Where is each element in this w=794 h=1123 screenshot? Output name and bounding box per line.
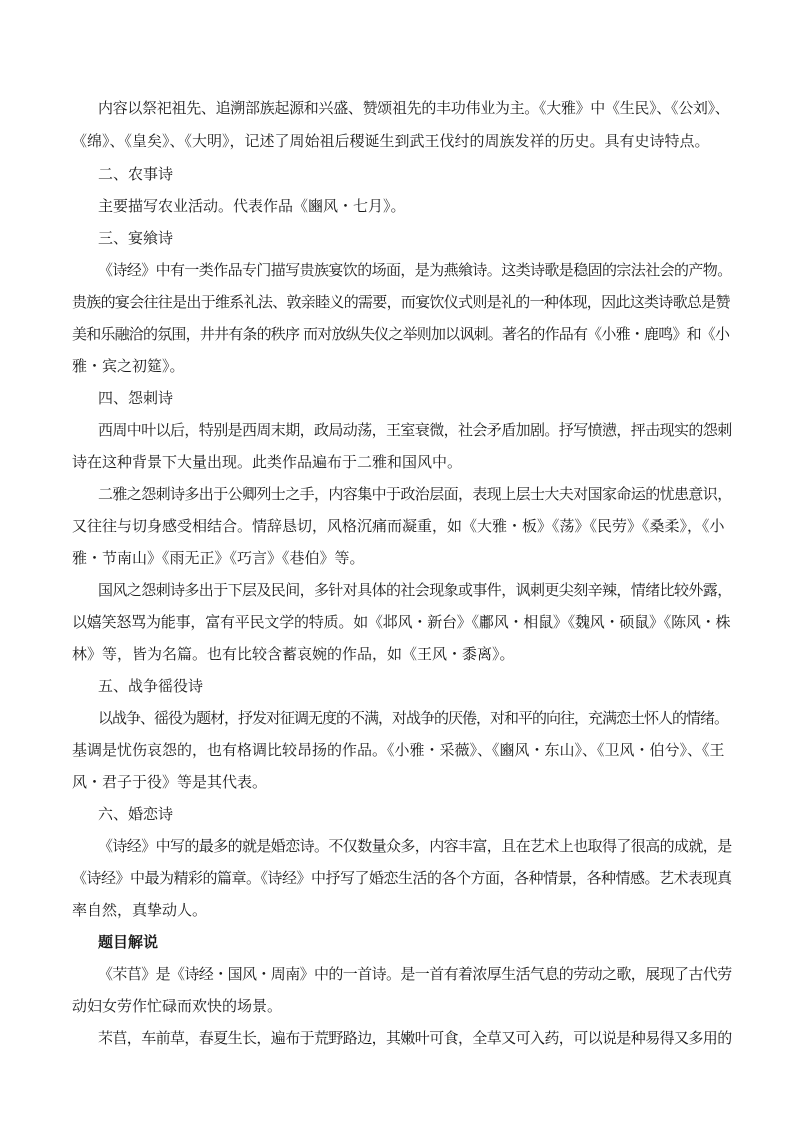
text-line: 又往往与切身感受相结合。情辞恳切，风格沉痛而凝重，如《大雅・板》《荡》《民劳》《桑柔》，《小	[72, 517, 725, 535]
text-line: 动妇女劳作忙碌而欢快的场景。	[72, 997, 283, 1015]
section-heading: 四、怨刺诗	[98, 389, 174, 407]
text-line: 率自然，真挚动人。	[72, 901, 208, 919]
section-heading: 二、农事诗	[98, 165, 174, 183]
subheading-title-explanation: 题目解说	[98, 933, 159, 951]
text-line: 二雅之怨刺诗多出于公卿列士之手，内容集中于政治层面，表现上层士大夫对国家命运的忧患意识，	[98, 485, 732, 503]
text-line: 西周中叶以后，特别是西周末期，政局动荡，王室衰微，社会矛盾加剧。抒写愤懑，抨击现实的怨刺	[98, 421, 732, 439]
text-line: 《芣苢》是《诗经・国风・周南》中的一首诗。是一首有着浓厚生活气息的劳动之歌，展现了古代劳	[98, 965, 732, 983]
text-line: 贵族的宴会往往是出于维系礼法、敦亲睦义的需要，而宴饮仪式则是礼的一种体现，因此这类诗歌总是赞	[72, 293, 730, 311]
text-line: 《诗经》中最为精彩的篇章。《诗经》中抒写了婚恋生活的各个方面，各种情景，各种情感。艺术表现真	[72, 869, 732, 887]
section-heading: 三、宴飨诗	[98, 229, 174, 247]
text-line: 风・君子于役》等是其代表。	[72, 773, 268, 791]
text-line: 《绵》、《皇矣》、《大明》，记述了周始祖后稷诞生到武王伐纣的周族发祥的历史。具有史诗特点。	[72, 132, 710, 150]
text-line: 以战争、徭役为题材，抒发对征调无度的不满，对战争的厌倦，对和平的向往，充满恋土怀人的情绪。	[98, 709, 729, 727]
text-line: 雅・宾之初筵》。	[72, 357, 185, 375]
text-line: 主要描写农业活动。代表作品《豳风・七月》。	[98, 197, 406, 215]
text-line: 以嬉笑怒骂为能事，富有平民文学的特质。如《邶风・新台》《鄘风・相鼠》《魏风・硕鼠》《陈风・株	[72, 613, 731, 631]
text-line: 诗在这种背景下大量出现。此类作品遍布于二雅和国风中。	[72, 453, 463, 471]
text-line: 林》等，皆为名篇。也有比较含蓄哀婉的作品，如《王风・黍离》。	[72, 645, 515, 663]
text-line: 《诗经》中有一类作品专门描写贵族宴饮的场面，是为燕飨诗。这类诗歌是稳固的宗法社会的产物。	[98, 261, 732, 279]
section-heading: 五、战争徭役诗	[98, 677, 204, 695]
text-line: 国风之怨刺诗多出于下层及民间，多针对具体的社会现象或事件，讽刺更尖刻辛辣，情绪比较外露，	[98, 581, 732, 599]
text-line: 芣苢，车前草，春夏生长，遍布于荒野路边，其嫩叶可食，全草又可入药，可以说是种易得又多用的	[98, 1029, 732, 1047]
text-line: 基调是忧伤哀怨的，也有格调比较昂扬的作品。《小雅・采薇》、《豳风・东山》、《卫风・伯兮》、《王	[72, 741, 725, 759]
text-line: 雅・节南山》《雨无正》《巧言》《巷伯》等。	[72, 549, 365, 567]
text-line: 《诗经》中写的最多的就是婚恋诗。不仅数量众多，内容丰富，且在艺术上也取得了很高的成就，是	[98, 837, 732, 855]
text-line: 内容以祭祀祖先、追溯部族起源和兴盛、赞颂祖先的丰功伟业为主。《大雅》中《生民》、《公刘》、	[98, 99, 730, 117]
section-heading: 六、婚恋诗	[98, 805, 174, 823]
text-line: 美和乐融洽的氛围，井井有条的秩序 而对放纵失仪之举则加以讽刺。著名的作品有《小雅・鹿鸣》和《小	[72, 325, 730, 343]
